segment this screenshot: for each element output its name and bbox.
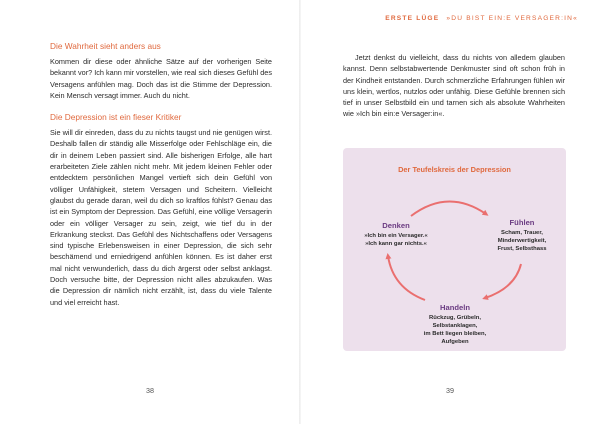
node-handeln-line: Rückzug, Grübeln, (428, 315, 482, 321)
node-denken (357, 221, 435, 248)
node-fuehlen-line: Minderwertigkeit, (497, 238, 547, 244)
right-column (343, 52, 565, 120)
arrow-denken-to-fuehlen (411, 201, 486, 216)
node-denken-line: »Ich bin ein Versager.« (364, 233, 428, 239)
node-fuehlen-line: Scham, Trauer, (501, 230, 543, 236)
diagram-title: Der Teufelskreis der Depression (398, 165, 511, 174)
running-header (385, 15, 578, 22)
node-fuehlen-line: Frust, Selbsthass (497, 246, 547, 252)
node-handeln-title: Handeln (440, 303, 470, 312)
node-fuehlen-title: Fühlen (509, 218, 535, 227)
arrow-fuehlen-to-handeln (485, 264, 521, 298)
section-heading-kritiker: Die Depression ist ein fieser Kritiker (50, 112, 182, 123)
arrow-handeln-to-denken (388, 256, 425, 300)
diagram-box (343, 148, 566, 351)
node-handeln-line: Aufgeben (441, 339, 469, 345)
node-fuehlen (481, 218, 563, 253)
node-denken-title: Denken (382, 221, 410, 230)
section-heading-wahrheit: Die Wahrheit sieht anders aus (50, 41, 161, 51)
node-handeln-line: im Bett liegen bleiben, (423, 331, 487, 337)
paragraph-wahrheit: Kommen dir diese oder ähnliche Sätze auf der vorherigen Seite bekannt vor? Ich kann mir vorstellen, wie real sich dieses Gefühl des Versagens anfühlen mag. Doch das ist die Stimme der Depression. Kein Mensch versagt immer. Auch du nicht. (50, 57, 272, 100)
right-page (300, 0, 600, 424)
running-header-label: ERSTE LÜGE (385, 15, 440, 22)
page-number-left: 38 (146, 386, 154, 395)
paragraph-denkmuster: Jetzt denkst du vielleicht, dass du nichts von alledem glauben kannst. Denn selbstabwertende Denkmuster sind oft schon früh in der Kindheit entstanden. Durch schmerzliche Erfahrungen fühlen wir uns klein, wertlos, nutzlos oder unfähig. Diese Gefühle brennen sich tief in unser Selbstbild ein und tarnen sich als absolute Wahrheiten wie »Ich bin ein:e Versager:in«. (343, 53, 565, 119)
running-header-title: »DU BIST EIN:E VERSAGER:IN« (446, 15, 578, 22)
page-number-right: 39 (446, 386, 454, 395)
node-handeln-line: Selbstanklagen, (432, 323, 478, 329)
paragraph-kritiker: Sie will dir einreden, dass du zu nichts taugst und nie genügen wirst. Deshalb fallen dir ständig alle Misserfolge oder Fehlschläge ein, die dir in deinem Leben passiert sind. Alle bisherigen Erfolge, alle hart erarbeiteten Ziele zählen nicht mehr. Mit jedem kleinen Fehler oder entdecktem persönlichen Mangel vertieft sich dein Gefühl von völliger Unfähigkeit, stetem Versagen und Scheitern. Vielleicht glaubst du gerade daran, weil du dich so kraftlos fühlst? Genau das ist ein Symptom der Depression. Das Gefühl, eine völlige Versagerin oder ein völliger Versager zu sein, zeigt, wie tief du in der Erkrankung steckst. Das Gefühl des Nichtschaffens oder Versagens sind typische Erlebensweisen in einer Depression, die sich sehr beschämend und erniedrigend anfühlen können. Es ist daher erst mal nicht verwunderlich, dass du dich ärgerst oder selbst anklagst. Doch versuche bitte, der Depression nicht alles abzukaufen. Was die Depression dir nämlich nicht erzählt, ist, dass du viele Talente und viel erreicht hast. (50, 128, 272, 307)
left-column (50, 40, 272, 308)
node-handeln (406, 303, 504, 346)
node-denken-line: »Ich kann gar nichts.« (365, 241, 427, 247)
